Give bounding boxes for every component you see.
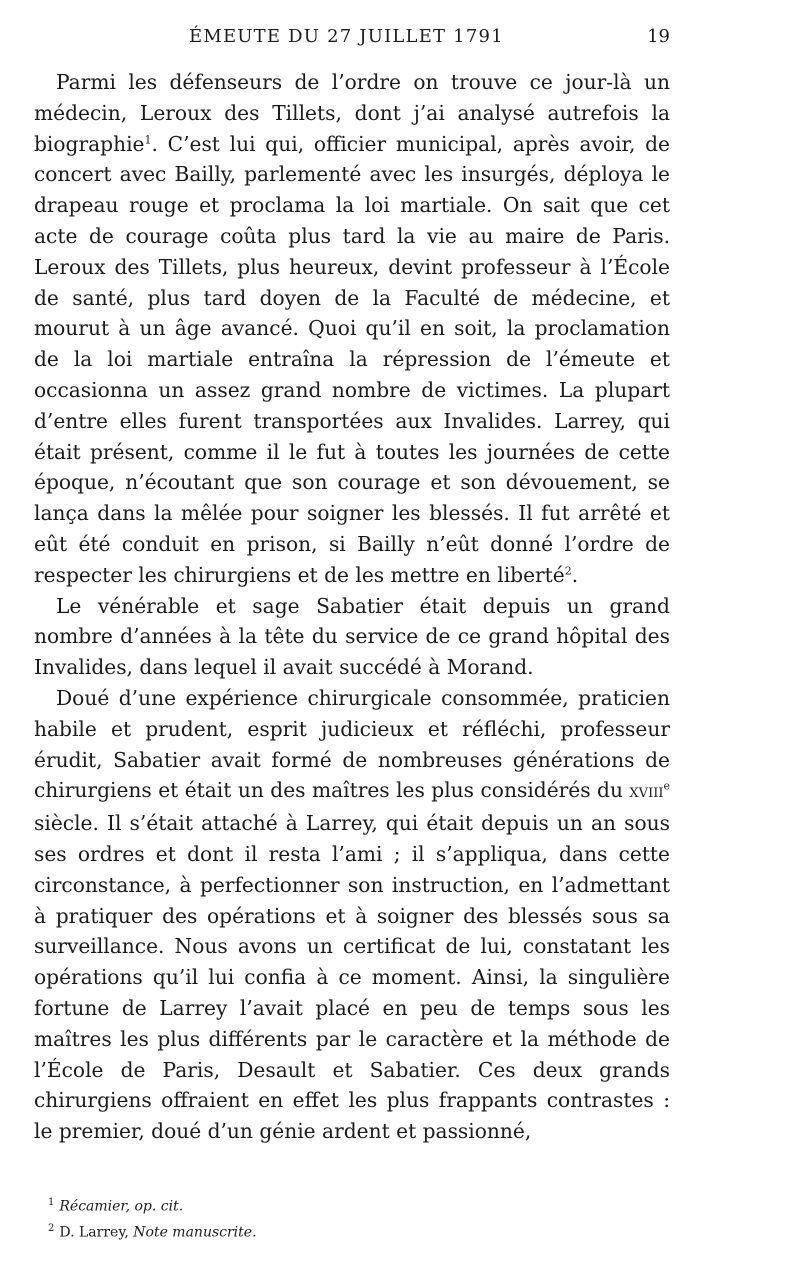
superscript: 1 xyxy=(144,132,152,146)
text-run: Parmi les défenseurs de l’ordre on trouve ce jour-là un médecin, Leroux des Tillets, dont j’ai analysé autrefois la biographie xyxy=(34,70,670,156)
footnote-text: D. Larrey, xyxy=(59,1224,134,1241)
footnote xyxy=(48,1218,257,1244)
footnote xyxy=(48,1192,257,1218)
paragraph xyxy=(34,683,670,1147)
book-page xyxy=(34,22,670,1242)
page-header xyxy=(34,22,670,62)
small-caps-text: xviii xyxy=(629,781,664,803)
footnote-number: 2 xyxy=(48,1222,55,1234)
paragraph xyxy=(34,67,670,591)
paragraph xyxy=(34,591,670,683)
text-run: siècle. Il s’était attaché à Larrey, qui était depuis un an sous ses ordres et dont il resta l’ami ; il s’appliqua, dans cette circonstance, à perfectionner son instruction, en l’admettant à pratiquer des opérations et à soigner des blessés sous sa surveillance. Nous avons un certificat de lui, constatant les opérations qu’il lui confia à ce moment. Ainsi, la singulière fortune de Larrey l’avait placé en peu de temps sous les maîtres les plus différents par le caractère et la méthode de l’École de Paris, Desault et Sabatier. Ces deux grands chirurgiens offraient en effet les plus frappants contrastes : le premier, doué d’un génie ardent et passionné, xyxy=(34,811,670,1144)
page-number: 19 xyxy=(647,26,670,47)
footnote-text: Note manuscrite. xyxy=(133,1224,257,1241)
footnotes xyxy=(48,1192,257,1243)
superscript: 2 xyxy=(564,564,572,578)
text-run: . xyxy=(571,562,579,587)
superscript: e xyxy=(663,779,670,793)
text-run: Doué d’une expérience chirurgicale consommée, praticien habile et prudent, esprit judicieux et réfléchi, professeur érudit, Sabatier avait formé de nombreuses générations de chirurgiens et était un des maîtres les plus considérés du xyxy=(34,685,670,803)
running-title: ÉMEUTE DU 27 JUILLET 1791 xyxy=(189,26,504,47)
footnote-number: 1 xyxy=(48,1197,55,1208)
text-run: . C’est lui qui, officier municipal, après avoir, de concert avec Bailly, parlementé avec les insurgés, déploya le drapeau rouge et proclama la loi martiale. On sait que cet acte de courage coûta plus tard la vie au maire de Paris. Leroux des Tillets, plus heureux, devint professeur à l’École de santé, plus tard doyen de la Faculté de médecine, et mourut à un âge avancé. Quoi qu’il en soit, la proclamation de la loi martiale entraîna la répression de l’émeute et occasionna un assez grand nombre de victimes. La plupart d’entre elles furent transportées aux Invalides. Larrey, qui était présent, comme il le fut à toutes les journées de cette époque, n’écoutant que son courage et son dévouement, se lança dans la mêlée pour soigner les blessés. Il fut arrêté et eût été conduit en prison, si Bailly n’eût donné l’ordre de respecter les chirurgiens et de les mettre en liberté xyxy=(34,131,670,587)
body-text xyxy=(34,67,670,1147)
footnote-text: Récamier, op. cit. xyxy=(59,1198,184,1215)
text-run: Le vénérable et sage Sabatier était depuis un grand nombre d’années à la tête du service de ce grand hôpital des Invalides, dans lequel il avait succédé à Morand. xyxy=(34,593,670,680)
